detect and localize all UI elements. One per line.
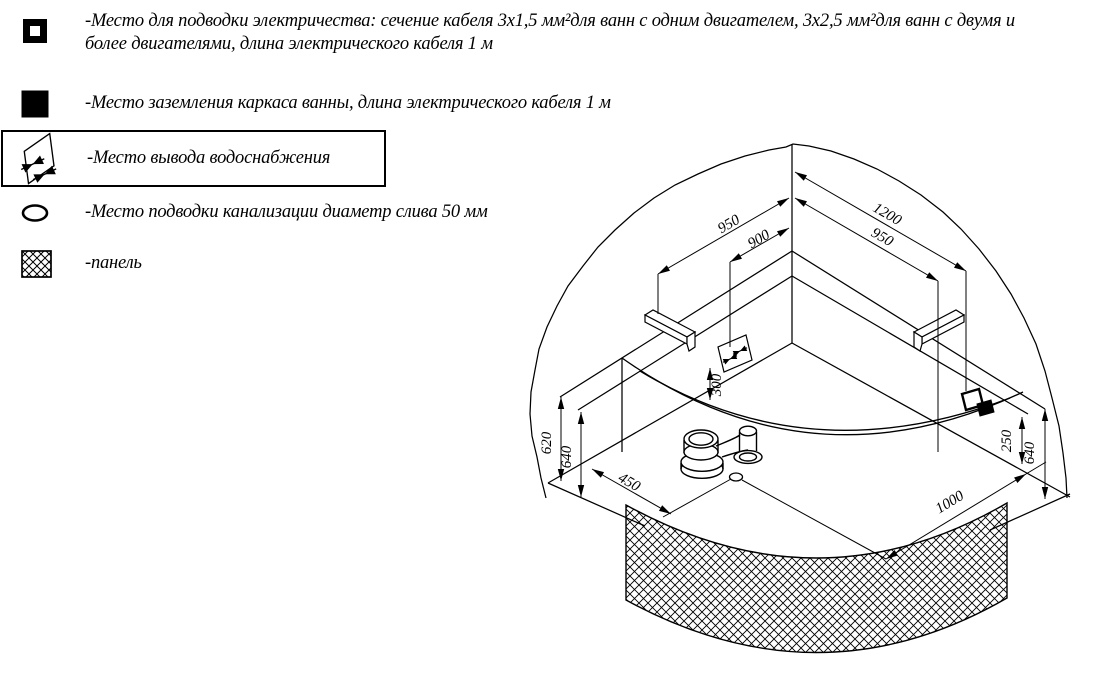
dim-label-250: 250: [999, 429, 1015, 453]
dim-label-640-right: 640: [1022, 441, 1038, 465]
wall-floor-edge-right: [792, 343, 1070, 497]
ext-line-drain-right: [742, 480, 886, 559]
water-outlet-marker: [718, 335, 752, 372]
dim-line-950-right: [795, 198, 938, 281]
elbow-pipe-opening: [740, 426, 757, 436]
legend-line: -Место для подводки электричества: сечение кабеля 3х1,5 мм²для ванн с одним двигателем, 3х2,5 мм²для ванн с двумя и: [85, 11, 1015, 31]
dim-label-300: 300: [709, 373, 725, 397]
dim-label-1000: 1000: [932, 487, 967, 518]
dim-label-1200: 1200: [870, 200, 904, 229]
rim-line-right-inner: [792, 276, 1028, 414]
ext-line-drain-left: [663, 479, 731, 517]
sewage-point-marker: [730, 473, 743, 481]
legend-line: -Место подводки канализации диаметр слива 50 мм: [85, 202, 488, 222]
front-panel-hatched: [626, 503, 1007, 653]
dimension-labels: [539, 200, 1038, 517]
legend-line: -Место заземления каркаса ванны, длина электрического кабеля 1 м: [85, 93, 611, 113]
legend-line: -панель: [85, 253, 142, 273]
siphon-pipe-upper-edge: [716, 435, 740, 446]
dim-label-640-left: 640: [559, 445, 575, 469]
wall-torn-edge-outline: [530, 144, 1067, 498]
dim-label-950-left: 950: [715, 211, 743, 238]
dim-line-1200: [795, 172, 966, 271]
room-walls: [530, 144, 1070, 530]
dim-label-950-right: 950: [868, 224, 896, 251]
legend-line: более двигателями, длина электрического кабеля 1 м: [85, 34, 493, 54]
dim-label-900: 900: [745, 226, 773, 253]
dim-label-620: 620: [539, 431, 555, 455]
wall-brackets: [645, 310, 964, 351]
drain-siphon-assembly: [681, 426, 762, 481]
dim-label-450: 450: [615, 469, 643, 496]
elbow-flange-inner: [740, 453, 757, 461]
legend-line: -Место вывода водоснабжения: [87, 148, 331, 168]
right-wall-bracket: [914, 310, 964, 351]
siphon-cap-inner: [689, 433, 713, 445]
